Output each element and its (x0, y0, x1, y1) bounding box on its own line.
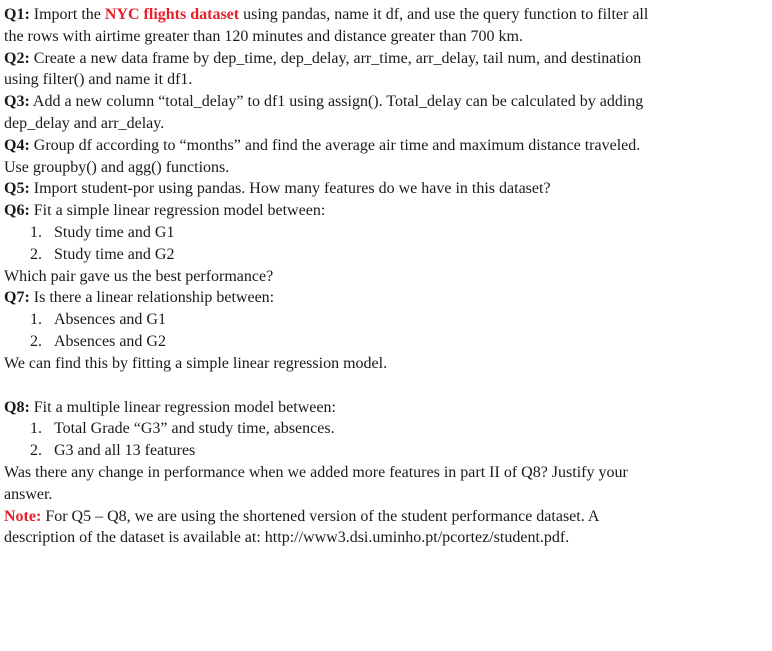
question-7-follow-up: We can find this by fitting a simple linear regression model. (4, 354, 388, 372)
question-8-follow-up: Was there any change in performance when we added more features in part II of Q8? Justify your answer. (4, 463, 628, 503)
question-2-text: Create a new data frame by dep_time, dep_delay, arr_time, arr_delay, tail num, and destination using filter() and name it df1. (4, 49, 642, 89)
note-label: Note: (4, 507, 42, 525)
blank-line (4, 375, 664, 397)
list-number: 1. (30, 311, 42, 329)
list-item (4, 331, 664, 353)
list-text: Absences and G1 (54, 311, 166, 329)
question-7 (4, 287, 664, 309)
question-1 (4, 4, 664, 48)
question-7-text: Is there a linear relationship between: (29, 289, 275, 307)
list-text: Total Grade “G3” and study time, absences. (54, 420, 335, 438)
question-3-text: Add a new column “total_delay” to df1 using assign(). Total_delay can be calculated by adding dep_delay and arr_delay. (4, 93, 644, 132)
question-6-text: Fit a simple linear regression model between: (29, 202, 326, 220)
question-4-text: Group df according to “months” and find the average air time and maximum distance traveled. Use groupby() and agg() functions. (4, 136, 641, 176)
question-6-follow-up: Which pair gave us the best performance? (4, 267, 274, 285)
question-8-list (4, 418, 664, 462)
list-item (4, 244, 664, 266)
list-number: 2. (30, 332, 42, 350)
question-2 (4, 48, 664, 92)
list-text: Absences and G2 (54, 332, 166, 350)
question-4 (4, 135, 664, 179)
question-8-label: Q8: (4, 398, 30, 416)
list-text: G3 and all 13 features (54, 442, 196, 460)
question-8 (4, 397, 664, 419)
list-item (4, 418, 664, 440)
question-3-label: Q3: (4, 93, 30, 111)
list-number: 1. (30, 420, 42, 438)
question-7-label: Q7: (4, 289, 30, 307)
question-5-label: Q5: (4, 180, 30, 198)
question-6 (4, 200, 664, 222)
question-6-list (4, 222, 664, 266)
question-3 (4, 91, 664, 135)
note-text: For Q5 – Q8, we are using the shortened version of the student performance dataset. A description of the dataset is available at: http://www3.dsi.uminho.pt/pcortez/student.pdf. (4, 507, 599, 547)
list-item (4, 440, 664, 462)
assignment-document (4, 4, 664, 549)
question-8-text: Fit a multiple linear regression model between: (29, 398, 336, 416)
list-number: 2. (30, 442, 42, 460)
question-5 (4, 178, 664, 200)
question-1-text-after: using pandas, name it df, and use the query function to filter all the rows with airtime greater than 120 minutes and distance greater than 700 km. (4, 6, 649, 45)
question-5-text: Import student-por using pandas. How many features do we have in this dataset? (29, 180, 551, 198)
question-1-text-before: Import the (29, 6, 105, 23)
list-number: 1. (30, 223, 42, 241)
list-item (4, 309, 664, 331)
question-4-label: Q4: (4, 136, 30, 154)
list-text: Study time and G2 (54, 245, 175, 263)
question-1-label: Q1: (4, 6, 30, 23)
list-text: Study time and G1 (54, 223, 175, 241)
note (4, 506, 664, 550)
question-6-label: Q6: (4, 202, 30, 220)
list-number: 2. (30, 245, 42, 263)
dataset-highlight: NYC flights dataset (104, 6, 240, 23)
question-2-label: Q2: (4, 49, 30, 67)
question-7-list (4, 309, 664, 353)
list-item (4, 222, 664, 244)
